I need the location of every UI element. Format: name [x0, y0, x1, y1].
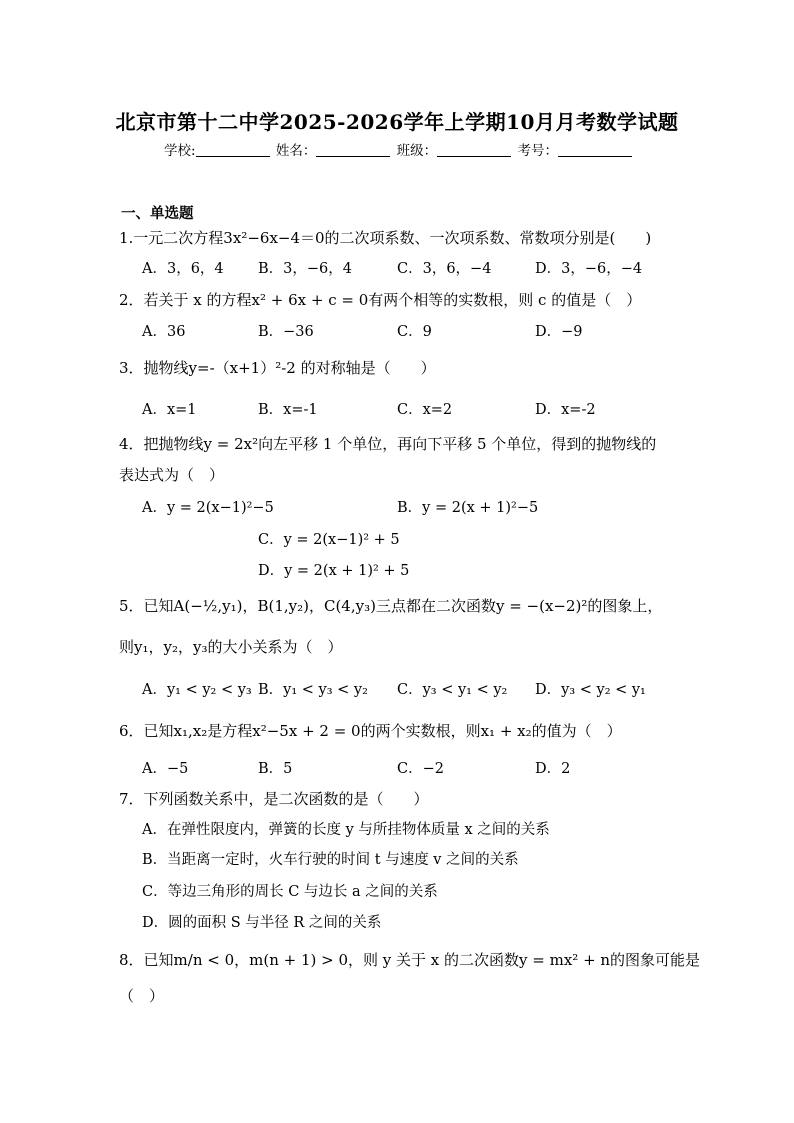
- class-blank[interactable]: [437, 142, 511, 157]
- option-d[interactable]: D．x=-2: [535, 402, 596, 418]
- name-blank[interactable]: [316, 142, 390, 157]
- option-b[interactable]: B．y₁ < y₃ < y₂: [258, 682, 368, 698]
- option-b[interactable]: B．x=-1: [258, 402, 318, 418]
- question-4-stem: 4．把抛物线y = 2x²向左平移 1 个单位，再向下平移 5 个单位，得到的抛物线的: [119, 435, 657, 453]
- option-b[interactable]: B．3，−6，4: [258, 261, 352, 277]
- class-label: 班级：: [396, 143, 438, 159]
- question-1-stem: 1.一元二次方程3x²−6x−4＝0的二次项系数、一次项系数、常数项分别是( ): [119, 229, 652, 247]
- option-a[interactable]: A．在弹性限度内，弹簧的长度 y 与所挂物体质量 x 之间的关系: [142, 822, 550, 838]
- exam-title: 北京市第十二中学2025-2026学年上学期10月月考数学试题: [115, 110, 679, 134]
- option-b[interactable]: B．y = 2(x + 1)²−5: [397, 500, 539, 516]
- section-title: 一、单选题: [121, 205, 194, 222]
- option-d[interactable]: D．圆的面积 S 与半径 R 之间的关系: [142, 915, 382, 931]
- school-label: 学校:: [164, 143, 196, 159]
- option-a[interactable]: A．y = 2(x−1)²−5: [142, 500, 274, 516]
- option-a[interactable]: A．3，6，4: [142, 261, 224, 277]
- option-c[interactable]: C．9: [397, 324, 432, 340]
- question-3-stem: 3．抛物线y=-（x+1）²-2 的对称轴是（ ）: [119, 359, 436, 377]
- question-8-stem-cont: （ ）: [119, 987, 165, 1005]
- option-b[interactable]: B．5: [258, 761, 293, 777]
- option-c[interactable]: C．y₃ < y₁ < y₂: [397, 682, 508, 698]
- option-d[interactable]: D．3，−6，−4: [535, 261, 643, 277]
- question-7-stem: 7．下列函数关系中，是二次函数的是（ ）: [119, 790, 429, 808]
- option-c[interactable]: C．−2: [397, 761, 444, 777]
- school-blank[interactable]: [196, 142, 270, 157]
- exam-no-blank[interactable]: [558, 142, 632, 157]
- question-2-stem: 2．若关于 x 的方程x² + 6x + c = 0有两个相等的实数根，则 c 的值是（ ）: [119, 291, 642, 309]
- option-d[interactable]: D．−9: [535, 324, 583, 340]
- option-b[interactable]: B．−36: [258, 324, 314, 340]
- option-a[interactable]: A．y₁ < y₂ < y₃: [142, 682, 252, 698]
- question-5-stem: 5．已知A(−½,y₁)，B(1,y₂)，C(4,y₃)三点都在二次函数y = −(x−2)²的图象上，: [119, 597, 663, 615]
- option-d[interactable]: D．y = 2(x + 1)² + 5: [258, 563, 410, 579]
- question-6-stem: 6．已知x₁,x₂是方程x²−5x + 2 = 0的两个实数根，则x₁ + x₂的值为（ ）: [119, 722, 622, 740]
- name-label: 姓名：: [275, 143, 317, 159]
- question-4-stem-cont: 表达式为（ ）: [119, 466, 225, 484]
- option-c[interactable]: C．3，6，−4: [397, 261, 492, 277]
- student-info-line: [164, 139, 634, 159]
- option-d[interactable]: D．2: [535, 761, 571, 777]
- option-c[interactable]: C．等边三角形的周长 C 与边长 a 之间的关系: [142, 884, 438, 900]
- option-a[interactable]: A．−5: [142, 761, 189, 777]
- option-c[interactable]: C．y = 2(x−1)² + 5: [258, 532, 400, 548]
- option-d[interactable]: D．y₃ < y₂ < y₁: [535, 682, 646, 698]
- exam-no-label: 考号：: [517, 143, 558, 159]
- option-b[interactable]: B．当距离一定时，火车行驶的时间 t 与速度 v 之间的关系: [142, 852, 519, 868]
- option-a[interactable]: A．x=1: [142, 402, 197, 418]
- question-5-stem-cont: 则y₁，y₂，y₃的大小关系为（ ）: [119, 638, 343, 656]
- question-8-stem: 8．已知m/n < 0，m(n + 1) > 0，则 y 关于 x 的二次函数y = mx² + n的图象可能是: [119, 951, 701, 969]
- option-a[interactable]: A．36: [142, 324, 186, 340]
- option-c[interactable]: C．x=2: [397, 402, 453, 418]
